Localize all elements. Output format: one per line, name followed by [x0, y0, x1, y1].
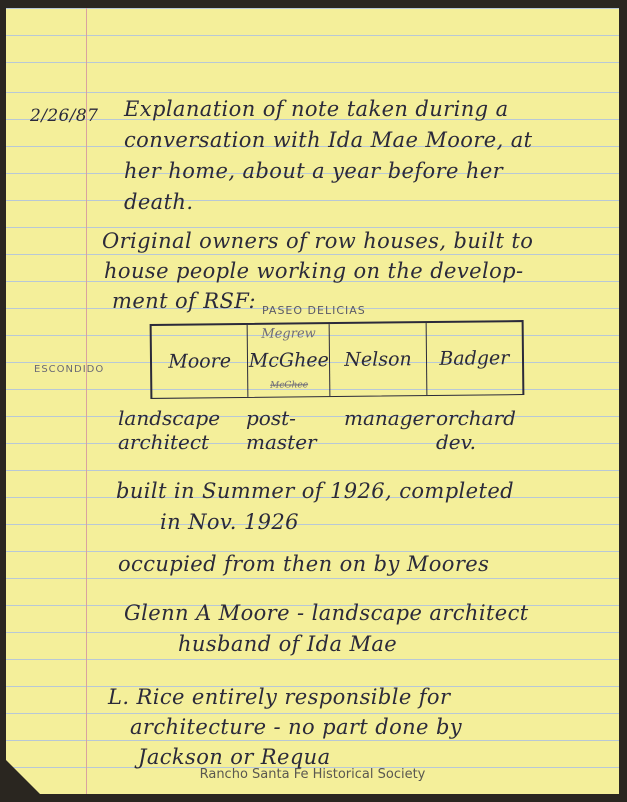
- folded-corner: [6, 760, 40, 794]
- archive-caption: Rancho Santa Fe Historical Society: [199, 767, 426, 782]
- house-name: McGhee: [248, 349, 329, 372]
- text-line: husband of Ida Mae: [178, 632, 398, 656]
- text-line: death.: [124, 190, 194, 214]
- text-line: ment of RSF:: [112, 289, 256, 313]
- house-note-above: Megrew: [261, 326, 316, 342]
- paragraph-built: [116, 476, 514, 538]
- house-cell-badger: [426, 322, 522, 395]
- text-line: Original owners of row houses, built to: [102, 229, 534, 253]
- role-nelson: [344, 406, 434, 430]
- text-line: Jackson or Requa: [138, 745, 331, 769]
- house-name: Moore: [168, 350, 232, 373]
- role-moore: [118, 406, 220, 454]
- house-note-struck: McGhee: [270, 380, 309, 391]
- house-name: Nelson: [344, 348, 412, 371]
- paragraph-explanation: [124, 94, 533, 218]
- role-line: master: [246, 430, 317, 454]
- role-mcghee: [246, 406, 317, 454]
- role-line: manager: [344, 406, 434, 430]
- text-line: L. Rice entirely responsible for: [108, 685, 451, 709]
- paragraph-original-owners: [102, 226, 533, 316]
- paragraph-rice: [108, 682, 462, 772]
- text-line: Explanation of note taken during a: [124, 97, 509, 121]
- paragraph-occupied: occupied from then on by Moores: [118, 552, 490, 576]
- house-cell-mcghee: [248, 324, 331, 397]
- note-page: [6, 8, 619, 794]
- role-badger: [436, 406, 516, 454]
- occupant-roles: [6, 406, 619, 466]
- role-line: dev.: [436, 430, 476, 454]
- text-line: in Nov. 1926: [160, 510, 299, 534]
- house-cell-nelson: [330, 323, 427, 396]
- text-line: her home, about a year before her: [124, 159, 504, 183]
- text-line: Glenn A Moore - landscape architect: [124, 601, 529, 625]
- house-name: Badger: [439, 347, 510, 370]
- text-line: architecture - no part done by: [130, 715, 463, 739]
- text-line: built in Summer of 1926, completed: [116, 479, 515, 503]
- house-cell-moore: [152, 325, 249, 398]
- text-line: house people working on the develop-: [104, 259, 524, 283]
- role-line: architect: [118, 430, 210, 454]
- text-line: conversation with Ida Mae Moore, at: [124, 128, 533, 152]
- role-line: landscape: [118, 406, 221, 430]
- role-line: orchard: [436, 406, 516, 430]
- street-label-escondido: ESCONDIDO: [34, 364, 105, 375]
- street-label-paseo: PASEO DELICIAS: [262, 304, 366, 317]
- row-houses-diagram: [150, 320, 525, 399]
- note-date: 2/26/87: [30, 106, 99, 126]
- paragraph-glenn-moore: [124, 598, 529, 660]
- role-line: post-: [246, 406, 296, 430]
